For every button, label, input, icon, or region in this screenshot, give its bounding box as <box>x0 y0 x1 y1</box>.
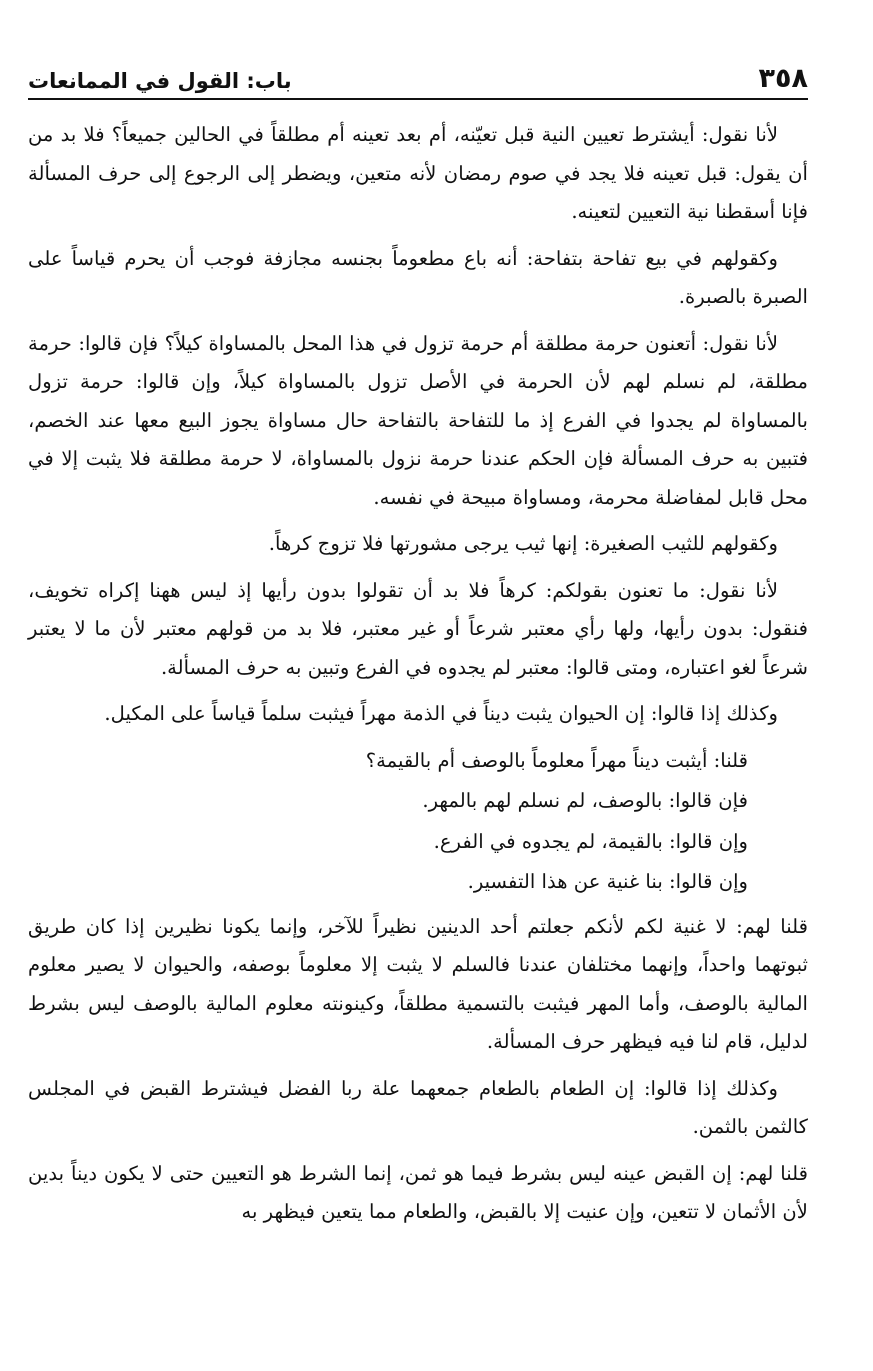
paragraph: لأنا نقول: ما تعنون بقولكم: كرهاً فلا بد أن تقولوا بدون رأيها إذ ليس ههنا إكراه تخويف، فنقول: بدون رأيها، ولها رأي معتبر شرعاً أو غير معتبر، فلا بد من قولهم معتبر لأن ما لا يعتبر شرعاً لغو اعتباره، ومتى قالوا: معتبر لم يجدوه في الفرع وتبين به حرف المسألة. <box>28 578 808 679</box>
paragraph-indented: وإن قالوا: بالقيمة، لم يجدوه في الفرع. <box>433 829 748 853</box>
paragraph: لأنا نقول: أيشترط تعيين النية قبل تعيّنه، أم بعد تعينه أم مطلقاً في الحالين جميعاً؟ فلا بد من أن يقول: قبل تعينه فلا يجد في صوم رمضان لأنه متعين، ويضطر إلى الرجوع إلى حرف المسألة فإنا أسقطنا نية التعيين لتعينه. <box>28 123 808 223</box>
chapter-title: باب: القول في الممانعات <box>28 69 292 93</box>
paragraph: وكقولهم في بيع تفاحة بتفاحة: أنه باع مطعوماً بجنسه مجازفة فوجب أن يحرم قياساً على الصبرة بالصبرة. <box>28 246 808 308</box>
page-header <box>28 62 808 100</box>
page-number: ٣٥٨ <box>758 63 808 94</box>
paragraph: قلنا لهم: لا غنية لكم لأنكم جعلتم أحد الدينين نظيراً للآخر، وإنما يكونا نظيرين إذا كان طريق ثبوتهما واحداً، وإنهما مختلفان عندنا فالسلم لا يثبت إلا معلوماً بوصفه، والحيوان لا يصير معلوم المالية بالوصف، وأما المهر فيثبت بالتسمية مطلقاً، وكينونته معلوم المالية بالوصف ليس بشرط لدليل، قام لنا فيه فيظهر حرف المسألة. <box>28 914 808 1053</box>
paragraph: لأنا نقول: أتعنون حرمة مطلقة أم حرمة تزول في هذا المحل بالمساواة كيلاً؟ فإن قالوا: حرمة مطلقة، لم نسلم لهم لأن الحرمة في الأصل تزول بالمساواة كيلاً، وإن قالوا: حرمة تزول بالمساواة لم يجدوا في الفرع إذ ما للتفاحة بالتفاحة حال مساواة يجوز البيع معها عند الخصم، فتبين به حرف المسألة فإن الحكم عندنا حرمة نزول بالمساواة، لا حرمة مطلقة فلا يثبت إلا في محل قابل لمفاضلة محرمة، ومساواة مبيحة في نفسه. <box>28 331 808 509</box>
book-page <box>28 62 808 1342</box>
paragraph: وكقولهم للثيب الصغيرة: إنها ثيب يرجى مشورتها فلا تزوج كرهاً. <box>268 532 778 555</box>
body-text <box>28 116 808 1232</box>
paragraph-indented: قلنا: أيثبت ديناً مهراً معلوماً بالوصف أم بالقيمة؟ <box>365 748 748 772</box>
paragraph: وكذلك إذا قالوا: إن الحيوان يثبت ديناً في الذمة مهراً فيثبت سلماً قياساً على المكيل. <box>104 702 778 725</box>
paragraph-indented: فإن قالوا: بالوصف، لم نسلم لهم بالمهر. <box>422 789 748 812</box>
paragraph: وكذلك إذا قالوا: إن الطعام بالطعام جمعهما علة ربا الفضل فيشترط القبض في المجلس كالثمن بالثمن. <box>28 1076 808 1138</box>
paragraph-indented: وإن قالوا: بنا غنية عن هذا التفسير. <box>467 870 748 893</box>
paragraph: قلنا لهم: إن القبض عينه ليس بشرط فيما هو ثمن، إنما الشرط هو التعيين حتى لا يكون ديناً بدين لأن الأثمان لا تتعين، وإن عنيت إلا بالقبض، والطعام مما يتعين فيظهر به <box>28 1161 808 1223</box>
